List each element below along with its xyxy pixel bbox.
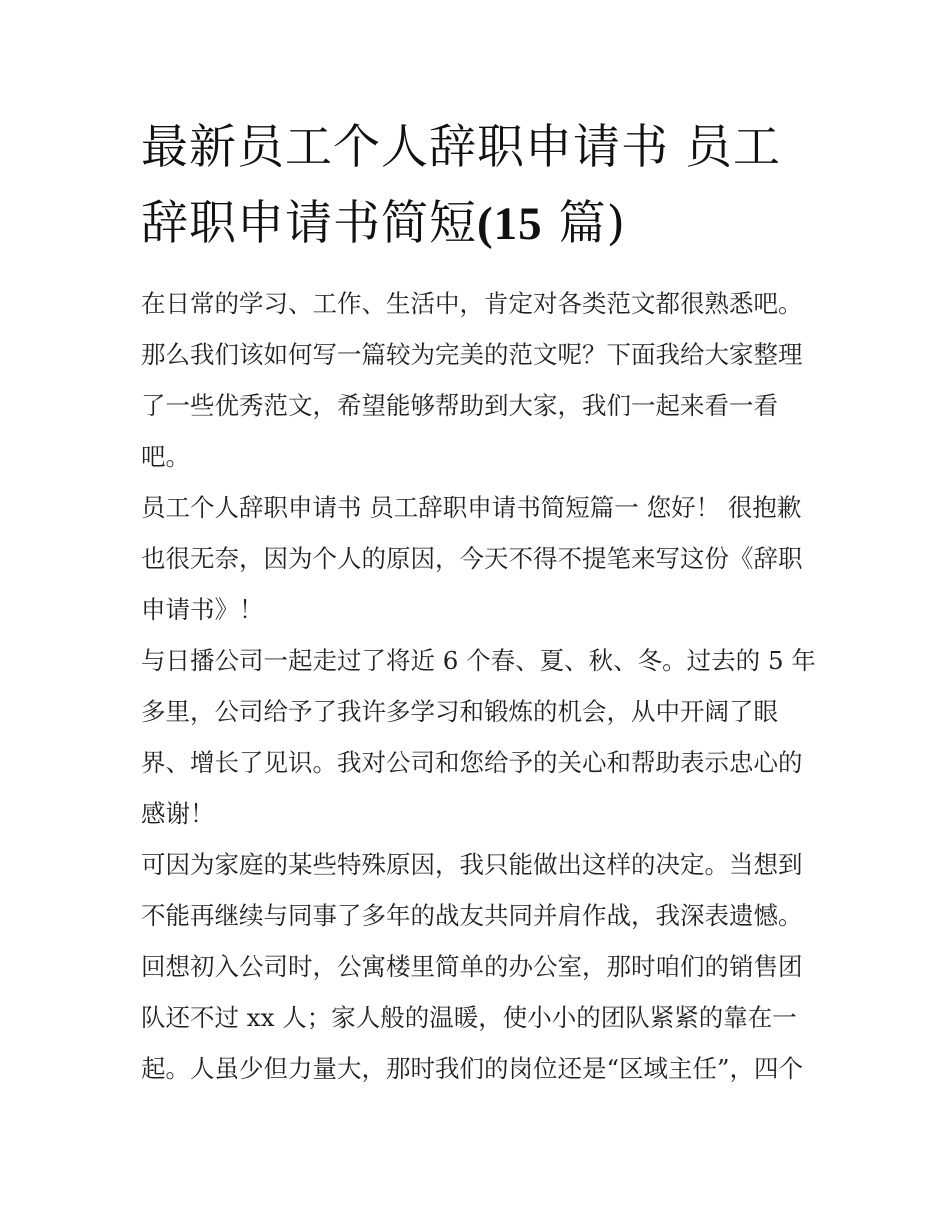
- paragraph-line: 了一些优秀范文，希望能够帮助到大家，我们一起来看一看: [141, 391, 778, 420]
- paragraph-line: 起。人虽少但力量大，那时我们的岗位还是“区域主任”，四个: [141, 1054, 804, 1083]
- paragraph-line: 那么我们该如何写一篇较为完美的范文呢？下面我给大家整理: [141, 340, 803, 369]
- title-line-2-end: 篇): [542, 196, 626, 251]
- paragraph-line: 多里，公司给予了我许多学习和锻炼的机会，从中开阔了眼: [141, 697, 778, 726]
- paragraph-line: 吧。: [141, 442, 190, 471]
- title-line-1: 最新员工个人辞职申请书 员工: [141, 120, 781, 175]
- paragraph-line: 与日播公司一起走过了将近 6 个春、夏、秋、冬。过去的 5 年: [141, 646, 816, 675]
- paragraph-line: 员工个人辞职申请书 员工辞职申请书简短篇一 您好！ 很抱歉: [141, 493, 802, 522]
- title-line-2-main: 辞职申请书简短: [141, 196, 477, 251]
- paragraph-line: 可因为家庭的某些特殊原因，我只能做出这样的决定。当想到: [141, 850, 803, 879]
- paragraph-thanks: [141, 635, 816, 839]
- paragraph-line: 申请书》！: [141, 595, 264, 624]
- title-line-2: [141, 186, 813, 262]
- document-title: [141, 110, 813, 262]
- paragraph-intro: [141, 278, 813, 482]
- document-body: [141, 278, 816, 1094]
- paragraph-greeting: [141, 482, 813, 635]
- paragraph-line: 感谢！: [141, 799, 215, 828]
- paragraph-line: 队还不过 xx 人；家人般的温暖，使小小的团队紧紧的靠在一: [141, 1003, 797, 1032]
- title-line-2-count: (15: [477, 198, 543, 250]
- paragraph-reason: [141, 839, 813, 1094]
- paragraph-line: 在日常的学习、工作、生活中，肯定对各类范文都很熟悉吧。: [141, 289, 803, 318]
- paragraph-line: 也很无奈，因为个人的原因，今天不得不提笔来写这份《辞职: [141, 544, 803, 573]
- paragraph-line: 不能再继续与同事了多年的战友共同并肩作战，我深表遗憾。: [141, 901, 803, 930]
- paragraph-line: 回想初入公司时，公寓楼里简单的办公室，那时咱们的销售团: [141, 952, 803, 981]
- paragraph-line: 界、增长了见识。我对公司和您给予的关心和帮助表示忠心的: [141, 748, 803, 777]
- document-content: [141, 110, 816, 1094]
